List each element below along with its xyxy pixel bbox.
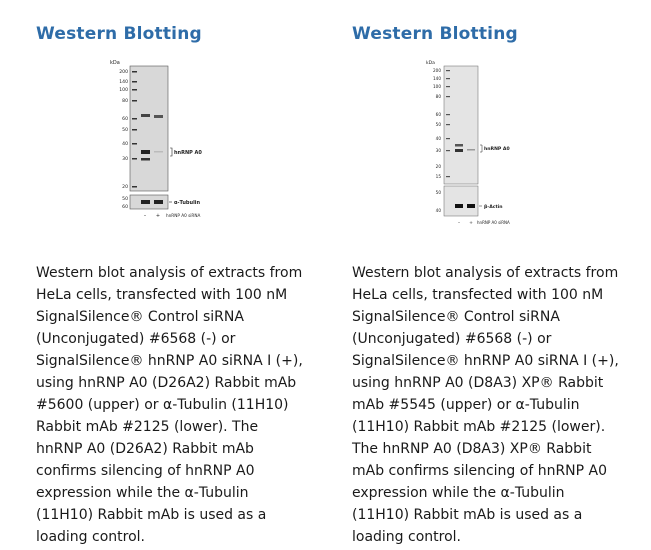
marker-50: 50: [435, 122, 441, 127]
caption-line: mAb #5545 (upper) or α-Tubulin: [352, 397, 580, 413]
marker-140: 140: [433, 76, 441, 81]
band-tubulin-lane2: [154, 200, 163, 204]
band-tubulin-lane1: [141, 200, 150, 204]
lane-label-plus: +: [155, 213, 161, 219]
caption-line: (11H10) Rabbit mAb is used as a: [36, 507, 267, 523]
lane-label-plus: +: [469, 221, 473, 226]
caption-line: Rabbit mAb #2125 (lower). The: [36, 419, 259, 435]
band-label-hnrnp-a0: hnRNP A0: [174, 150, 202, 156]
marker-60: 60: [122, 117, 128, 122]
western-blot-figure: [108, 58, 273, 223]
marker-20: 20: [435, 164, 441, 169]
band-lane1-60kda: [141, 114, 150, 117]
caption-line: (11H10) Rabbit mAb #2125 (lower).: [352, 419, 606, 435]
band-actin-lane2: [467, 204, 475, 208]
lane-caption: hnRNP A0 siRNA: [166, 213, 201, 218]
panel-heading: Western Blotting: [36, 24, 202, 44]
caption-line: (Unconjugated) #6568 (-) or: [36, 331, 236, 347]
caption-line: expression while the α-Tubulin: [352, 485, 565, 501]
marker-15: 15: [435, 174, 441, 179]
caption-line: The hnRNP A0 (D8A3) XP® Rabbit: [352, 441, 592, 457]
marker-80: 80: [122, 99, 128, 104]
figure-caption: [36, 262, 303, 548]
caption-line: (11H10) Rabbit mAb is used as a: [352, 507, 583, 523]
caption-line: confirms silencing of hnRNP A0: [36, 463, 255, 479]
band-lane1-lower: [141, 158, 150, 161]
caption-line: #5600 (upper) or α-Tubulin (11H10): [36, 397, 289, 413]
marker-80: 80: [435, 94, 441, 99]
band-actin-lane1: [455, 204, 463, 208]
panel-heading: Western Blotting: [352, 24, 518, 44]
marker-50: 50: [122, 128, 128, 133]
caption-line: loading control.: [352, 529, 461, 545]
band-label-hnrnp-a0: hnRNP A0: [484, 147, 510, 152]
lower-membrane: [444, 186, 478, 216]
kda-label: kDa: [110, 60, 120, 66]
marker-lower-50: 50: [122, 197, 128, 202]
marker-lower-40: 40: [435, 208, 441, 213]
caption-line: expression while the α-Tubulin: [36, 485, 249, 501]
caption-line: SignalSilence® hnRNP A0 siRNA I (+),: [36, 353, 303, 369]
band-hnrnp-a0-lane2: [467, 149, 475, 151]
marker-60: 60: [435, 112, 441, 117]
caption-line: using hnRNP A0 (D8A3) XP® Rabbit: [352, 375, 604, 391]
band-hnrnp-a0-lane2: [154, 151, 163, 153]
western-blot-figure: [422, 58, 592, 233]
figure-caption: [352, 262, 619, 548]
marker-100: 100: [433, 84, 441, 89]
western-blot-image: [422, 58, 592, 233]
band-hnrnp-a0-lane1: [141, 150, 150, 154]
marker-100: 100: [119, 88, 128, 93]
caption-line: mAb confirms silencing of hnRNP A0: [352, 463, 608, 479]
marker-40: 40: [435, 136, 441, 141]
marker-30: 30: [435, 148, 441, 153]
band-hnrnp-a0-lane1-upper: [455, 144, 463, 147]
caption-line: SignalSilence® Control siRNA: [352, 309, 560, 325]
band-hnrnp-a0-lane1: [455, 149, 463, 152]
caption-line: using hnRNP A0 (D26A2) Rabbit mAb: [36, 375, 297, 391]
band-label-tubulin: α-Tubulin: [174, 200, 201, 206]
marker-lower-50: 50: [435, 190, 441, 195]
lane-caption: hnRNP A0 siRNA: [477, 220, 510, 225]
band-lane2-60kda: [154, 115, 163, 118]
marker-30: 30: [122, 157, 128, 162]
lane-label-minus: –: [457, 221, 461, 226]
upper-membrane: [130, 66, 168, 191]
caption-line: (Unconjugated) #6568 (-) or: [352, 331, 552, 347]
band-label-actin: β-Actin: [484, 205, 503, 210]
caption-line: Western blot analysis of extracts from: [36, 265, 303, 281]
marker-140: 140: [119, 80, 128, 85]
caption-line: SignalSilence® hnRNP A0 siRNA I (+),: [352, 353, 619, 369]
caption-line: SignalSilence® Control siRNA: [36, 309, 244, 325]
marker-20: 20: [122, 185, 128, 190]
caption-line: HeLa cells, transfected with 100 nM: [352, 287, 604, 303]
marker-40: 40: [122, 142, 128, 147]
marker-lower-60: 60: [122, 205, 128, 210]
caption-line: loading control.: [36, 529, 145, 545]
western-blot-image: [108, 58, 273, 223]
lane-label-minus: –: [143, 213, 147, 219]
caption-line: hnRNP A0 (D26A2) Rabbit mAb: [36, 441, 254, 457]
marker-200: 200: [433, 68, 441, 73]
caption-line: HeLa cells, transfected with 100 nM: [36, 287, 288, 303]
kda-label: kDa: [426, 61, 435, 66]
caption-line: Western blot analysis of extracts from: [352, 265, 619, 281]
marker-200: 200: [119, 70, 128, 75]
